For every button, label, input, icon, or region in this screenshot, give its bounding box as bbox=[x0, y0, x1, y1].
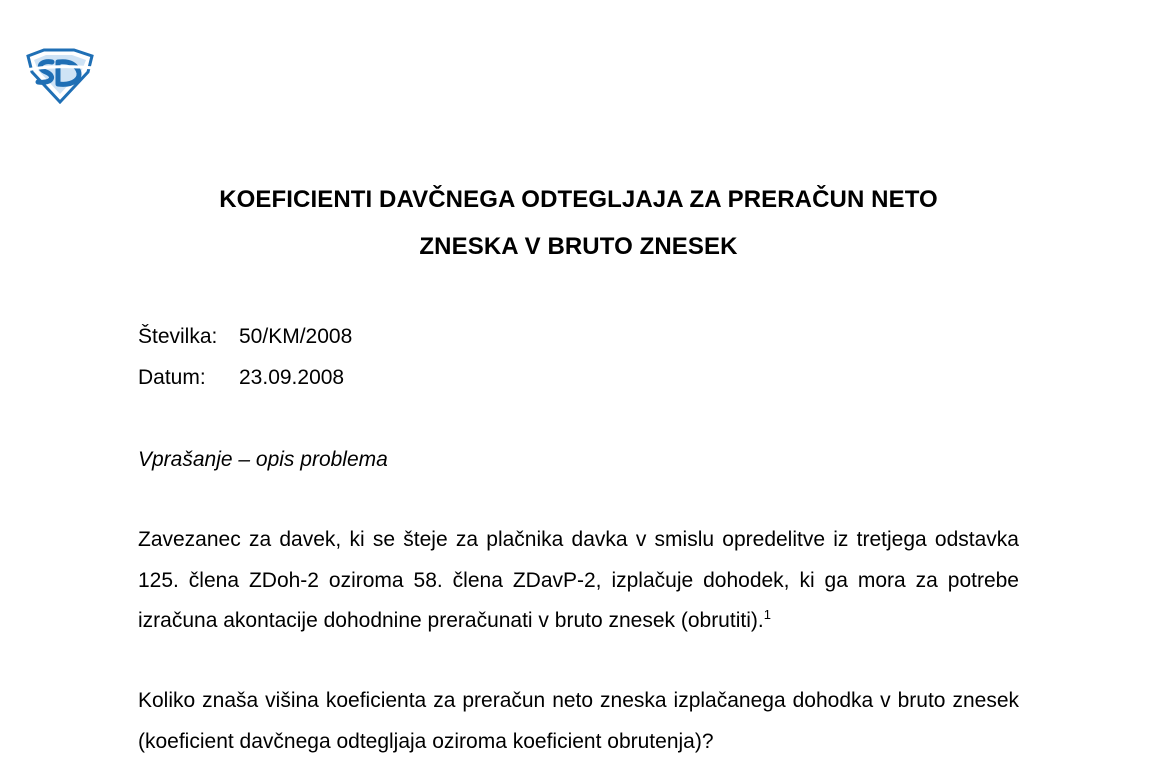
footnote-reference[interactable]: 1 bbox=[763, 607, 771, 622]
company-logo-icon bbox=[22, 48, 96, 104]
document-title-line-2: ZNESKA V BRUTO ZNESEK bbox=[419, 233, 738, 260]
section-heading: Vprašanje – opis problema bbox=[138, 448, 388, 471]
paragraph-problem-text: Zavezanec za davek, ki se šteje za plačnika davka v smislu opredelitve iz tretjega odstavka 125. člena ZDoh-2 oziroma 58. člena ZDavP-2, izplačuje dohodek, ki ga mora za potrebe izračuna akontacije dohodnine preračunati v bruto znesek (obrutiti). bbox=[138, 528, 1019, 632]
paragraph-problem bbox=[138, 520, 1019, 642]
document-title-line-1: KOEFICIENTI DAVČNEGA ODTEGLJAJA ZA PRERAČUN NETO bbox=[219, 186, 938, 213]
date-label: Datum: bbox=[138, 366, 206, 389]
number-label: Številka: bbox=[138, 325, 218, 348]
document-date bbox=[138, 366, 344, 390]
date-value: 23.09.2008 bbox=[239, 366, 345, 389]
number-value: 50/KM/2008 bbox=[239, 325, 353, 348]
paragraph-question: Koliko znaša višina koeficienta za preračun neto zneska izplačanega dohodka v bruto znesek (koeficient davčnega odtegljaja oziroma koeficient obrutenja)? bbox=[138, 689, 1019, 753]
document-number bbox=[138, 325, 352, 349]
